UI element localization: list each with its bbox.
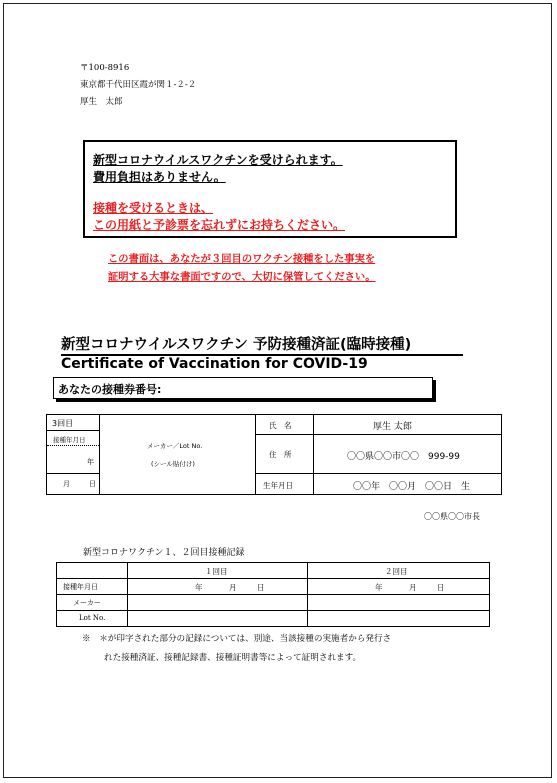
year-label: 年 <box>87 458 94 466</box>
maker-lot-label: メーカー／Lot No. <box>147 442 203 450</box>
vaccination-record-table <box>46 414 502 495</box>
street-address: 東京都千代田区霞が関１-２-２ <box>80 80 197 90</box>
footnote-line-2: れた接種済証、接種記録書、接種証明書等によって証明されます。 <box>104 653 362 663</box>
sticker-label: (シール貼付け) <box>151 460 195 468</box>
dose-1-year: 年 <box>195 583 203 592</box>
dose-1-day: 日 <box>257 583 265 592</box>
row-lot-label: Lot No. <box>79 614 106 622</box>
voucher-number-label: あなたの接種券番号: <box>58 383 162 396</box>
prior-record-heading: 新型コロナワクチン１、２回目接種記録 <box>83 548 245 558</box>
warning-line-2: 証明する大事な書面ですので、大切に保管してください。 <box>108 271 376 283</box>
notice-box <box>83 140 457 238</box>
dose-2-header: ２回目 <box>385 567 408 576</box>
name-value: 厚生 太郎 <box>373 422 412 432</box>
certificate-title-ja: 新型コロナウイルスワクチン 予防接種済証(臨時接種) <box>61 333 463 356</box>
birthdate-label: 生年月日 <box>263 481 293 490</box>
dose-1-month: 月 <box>229 583 237 592</box>
notice-line-4: この用紙と予診票を忘れずにお持ちください。 <box>93 218 346 232</box>
birthdate-value: 〇〇年 〇〇月 〇〇日 生 <box>353 482 471 492</box>
notice-line-3: 接種を受けるときは、 <box>93 201 214 215</box>
recipient-name: 厚生 太郎 <box>80 97 123 107</box>
warning-line-1: この書面は、あなたが３回目のワクチン接種をした事実を <box>108 253 376 265</box>
address-value: 〇〇県〇〇市〇〇 999-99 <box>347 452 460 462</box>
vaccination-date-label: 接種年月日 <box>53 436 86 444</box>
dose-2-day: 日 <box>437 583 445 592</box>
row-maker-label: メーカー <box>73 599 101 607</box>
issuer-name: 〇〇県〇〇市長 <box>424 512 480 521</box>
voucher-number-box <box>53 377 433 399</box>
day-label: 日 <box>89 480 96 488</box>
prior-record-table <box>56 562 490 627</box>
dose-2-month: 月 <box>409 583 417 592</box>
address-label: 住 所 <box>269 450 292 459</box>
postal-code: 〒100-8916 <box>80 63 130 73</box>
month-label: 月 <box>63 480 70 488</box>
dose-1-header: １回目 <box>205 567 228 576</box>
name-label: 氏 名 <box>269 421 292 430</box>
notice-line-2: 費用負担はありません。 <box>93 170 226 184</box>
dose-2-year: 年 <box>375 583 383 592</box>
footnote-line-1: ※ ＊が印字された部分の記録については、別途、当該接種の実施者から発行さ <box>82 634 392 644</box>
dose-number: 3回目 <box>52 419 74 428</box>
row-date-label: 接種年月日 <box>63 583 98 591</box>
certificate-title-en: Certificate of Vaccination for COVID-19 <box>61 356 368 372</box>
notice-line-1: 新型コロナウイルスワクチンを受けられます。 <box>93 153 343 167</box>
